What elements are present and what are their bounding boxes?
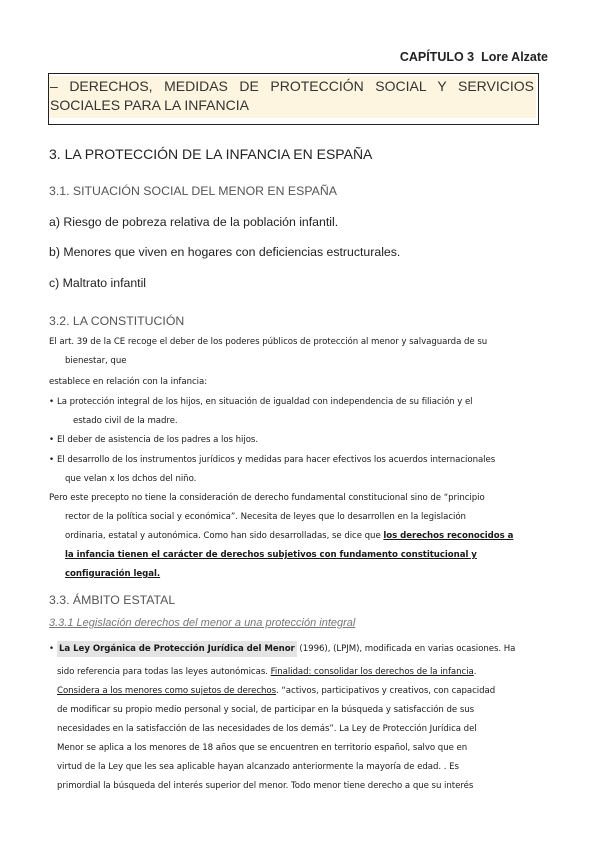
chapter-title-line2: SOCIALES PARA LA INFANCIA xyxy=(50,96,249,113)
paragraph-pero xyxy=(49,489,525,584)
text-line: Menor se aplica a los menores de 18 años que se encuentren en territorio español, salvo que en xyxy=(57,743,468,753)
text-line xyxy=(49,663,529,682)
text-line: que velan x los dchos del niño. xyxy=(65,474,197,484)
author-name: Lore Alzate xyxy=(481,50,548,64)
emphasis-text: configuración legal. xyxy=(65,569,161,579)
paragraph-intro xyxy=(49,333,525,371)
list-item-c: c) Maltrato infantil xyxy=(49,276,147,290)
subsection-heading-3-2: 3.2. LA CONSTITUCIÓN xyxy=(49,314,185,328)
bullet-icon: • xyxy=(49,435,55,445)
subsection-heading-3-1: 3.1. SITUACIÓN SOCIAL DEL MENOR EN ESPAÑA xyxy=(49,184,337,198)
text-line: El art. 39 de la CE recoge el deber de los poderes públicos de protección al menor y salvaguarda de su xyxy=(49,337,488,347)
page-header xyxy=(400,50,548,64)
text-line: El deber de asistencia de los padres a los hijos. xyxy=(57,435,259,445)
text-line: rector de la política social y económica”. Necesita de leyes que lo desarrollen en la legislación xyxy=(65,512,466,522)
text-span: . “activos, participativos y creativos, con capacidad xyxy=(276,686,496,696)
subsection-heading-3-3: 3.3. ÁMBITO ESTATAL xyxy=(49,593,176,607)
emphasis-text: la infancia tienen el carácter de derechos subjetivos con fundamento constitucional y xyxy=(65,550,477,560)
chapter-title-box xyxy=(48,73,539,125)
text-line: Pero este precepto no tiene la consideración de derecho fundamental constitucional sino de “principio xyxy=(49,493,485,503)
text-span: (1996), (LPJM), modificada en varias ocasiones. Ha xyxy=(296,644,516,654)
bullet-item xyxy=(49,431,525,450)
emphasis-text: los derechos reconocidos a xyxy=(383,531,514,541)
chapter-title-line1: – DERECHOS, MEDIDAS DE PROTECCIÓN SOCIAL Y SERVICIOS xyxy=(50,78,534,94)
list-item-b: b) Menores que viven en hogares con deficiencias estructurales. xyxy=(49,245,401,259)
bullet-icon: • xyxy=(49,397,55,407)
text-span: sido referencia para todas las leyes autonómicas. xyxy=(57,667,271,677)
text-line: estado civil de la madre. xyxy=(73,416,178,426)
text-line: La protección integral de los hijos, en situación de igualdad con independencia de su filiación y el xyxy=(57,397,473,407)
text-line: virtud de la Ley que les sea aplicable hayan alcanzado anteriormente la mayoría de edad. . Es xyxy=(57,762,459,772)
text-line: primordial la búsqueda del interés superior del menor. Todo menor tiene derecho a que su interés xyxy=(57,781,474,791)
text-span: ordinaria, estatal y autonómica. Como han sido desarrolladas, se dice que xyxy=(65,531,384,541)
text-line: El desarrollo de los instrumentos jurídicos y medidas para hacer efectivos los acuerdos internacionales xyxy=(57,455,496,465)
text-line xyxy=(49,682,529,701)
section-heading: 3. LA PROTECCIÓN DE LA INFANCIA EN ESPAÑA xyxy=(49,146,373,162)
bullet-item xyxy=(49,451,525,489)
list-item-a: a) Riesgo de pobreza relativa de la población infantil. xyxy=(49,215,339,229)
text-line: bienestar, que xyxy=(65,356,127,366)
text-line: necesidades en la satisfacción de las necesidades de los demás”. La Ley de Protección Jurídica del xyxy=(57,724,477,734)
paragraph-lpjm xyxy=(49,640,529,796)
law-name: La Ley Orgánica de Protección Jurídica del Menor xyxy=(57,641,297,657)
bullet-item xyxy=(49,393,525,431)
underlined-text: Finalidad: consolidar los derechos de la infancia xyxy=(270,667,474,677)
bullet-icon: • xyxy=(49,455,55,465)
paragraph-intro-cont: establece en relación con la infancia: xyxy=(49,377,208,387)
underlined-text: Considera a los menores como sujetos de derechos xyxy=(57,686,277,696)
text-line xyxy=(49,527,525,546)
sub-subsection-heading: 3.3.1 Legislación derechos del menor a una protección integral xyxy=(49,617,356,629)
bullet-icon: • xyxy=(49,644,55,654)
text-line: de modificar su propio medio personal y social, de participar en la búsqueda y satisfacción de sus xyxy=(57,705,475,715)
chapter-label: CAPÍTULO 3 xyxy=(399,50,475,64)
text-span: . xyxy=(473,667,477,677)
